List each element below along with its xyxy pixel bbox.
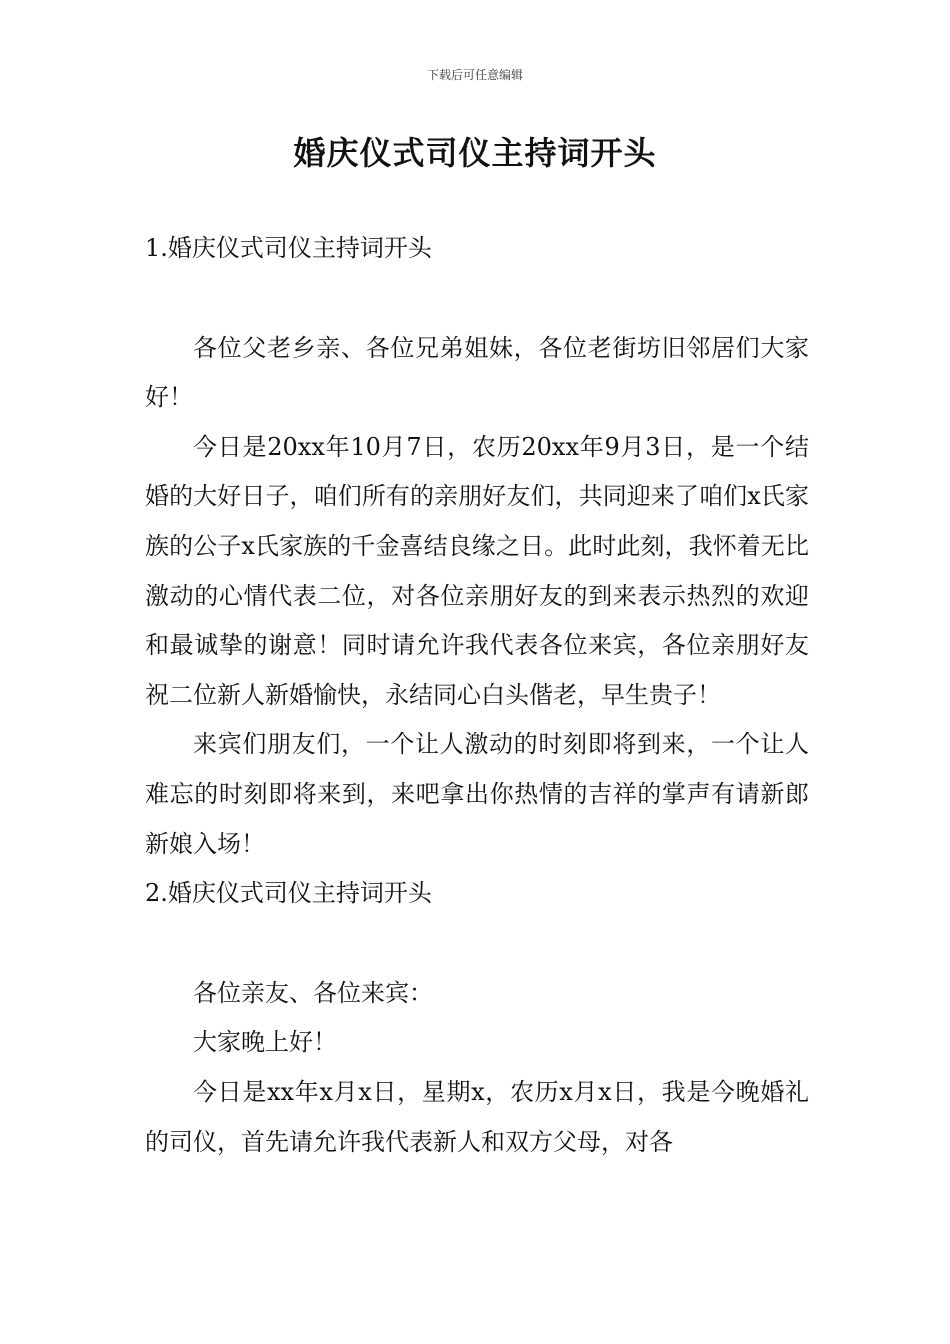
header-note: 下载后可任意编辑 — [426, 68, 523, 82]
body-paragraph: 今日是xx年x月x日，星期x，农历x月x日，我是今晚婚礼的司仪，首先请允许我代表新人和双方父母，对各 — [145, 1077, 809, 1156]
spacer — [145, 919, 809, 969]
body-paragraph: 来宾们朋友们，一个让人激动的时刻即将到来，一个让人难忘的时刻即将来到，来吧拿出你热情的吉祥的掌声有请新郎新娘入场！ — [145, 730, 809, 858]
section-heading: 1.婚庆仪式司仪主持词开头 — [145, 234, 432, 262]
body-paragraph: 各位亲友、各位来宾： — [193, 978, 433, 1007]
body-paragraph: 大家晚上好！ — [193, 1028, 337, 1057]
document-title: 婚庆仪式司仪主持词开头 — [293, 134, 657, 172]
body-paragraph: 各位父老乡亲、各位兄弟姐妹，各位老街坊旧邻居们大家好！ — [145, 333, 809, 412]
section-heading: 2.婚庆仪式司仪主持词开头 — [145, 879, 432, 908]
document-body — [145, 224, 809, 1167]
spacer — [145, 274, 809, 324]
body-paragraph: 今日是20xx年10月7日，农历20xx年9月3日，是一个结婚的大好日子，咱们所有的亲朋好友们，共同迎来了咱们x氏家族的公子x氏家族的千金喜结良缘之日。此时此刻，我怀着无比激动的心情代表二位，对各位亲朋好友的到来表示热烈的欢迎和最诚挚的谢意！同时请允许我代表各位来宾，各位亲朋好友祝二位新人新婚愉快，永结同心白头偕老，早生贵子！ — [145, 432, 809, 709]
